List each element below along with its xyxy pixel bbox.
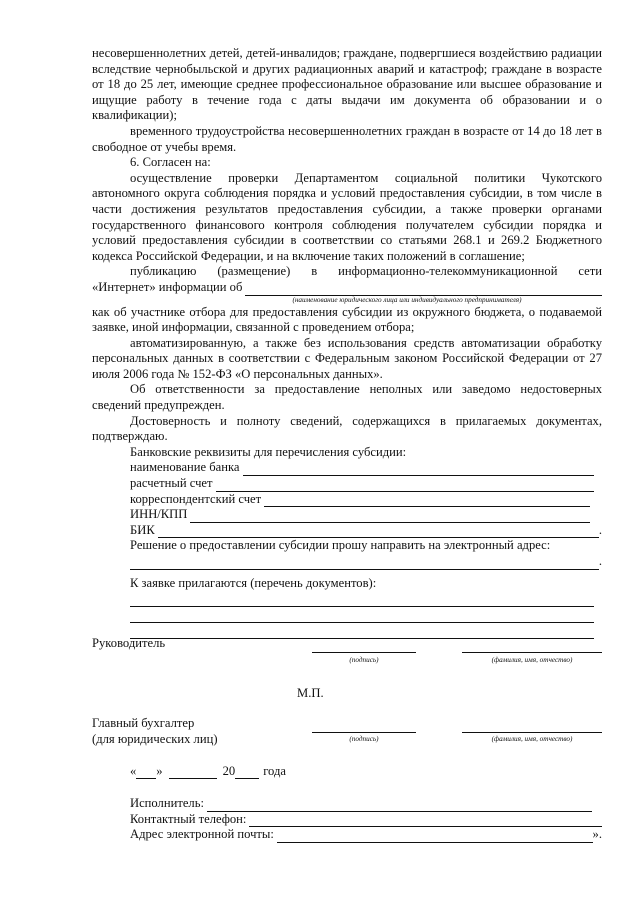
bik-label: БИК (130, 522, 155, 537)
bik-period: . (598, 522, 602, 537)
stamp-placeholder: М.П. (297, 686, 324, 700)
paragraph-participant: как об участнике отбора для предоставления субсидии из окружного бюджета, о подаваемой заявке, иной информации, связанной с проведением отбора; (92, 304, 602, 335)
date-century: 20 (222, 764, 236, 778)
bik-row (130, 523, 602, 539)
attachments-line-3[interactable] (130, 623, 594, 639)
bank-name-field[interactable] (243, 463, 594, 476)
decision-period: . (598, 554, 602, 568)
date-line (130, 764, 286, 779)
date-open-quote: « (130, 764, 137, 778)
head-signature-field[interactable] (312, 640, 416, 653)
executor-row (130, 796, 592, 812)
email-label: Адрес электронной почты: (130, 827, 274, 842)
inn-kpp-field[interactable] (190, 510, 590, 523)
email-end: ». (592, 827, 602, 842)
email-row (130, 827, 602, 843)
date-month-field[interactable] (169, 766, 217, 779)
date-year-field[interactable] (235, 766, 259, 779)
entity-name-field[interactable] (245, 283, 602, 296)
head-signature-caption: (подпись) (349, 656, 379, 664)
publication-entity-row (92, 280, 602, 296)
executor-label: Исполнитель: (130, 796, 204, 810)
bank-details-heading: Банковские реквизиты для перечисления субсидии: (130, 444, 407, 459)
attachments-heading: К заявке прилагаются (перечень документов): (130, 575, 377, 590)
inn-kpp-label: ИНН/КПП (130, 507, 188, 522)
phone-row (130, 812, 602, 828)
publication-label: «Интернет» информации об (92, 279, 243, 294)
paragraph-consent-publication-line1: публикацию (размещение) в информационно-телекоммуникационной сети (130, 264, 602, 279)
bank-name-row (130, 460, 594, 476)
accountant-name-field[interactable] (462, 720, 602, 733)
phone-label: Контактный телефон: (130, 811, 247, 826)
account-row (130, 476, 594, 492)
head-name-caption: (фамилия, имя, отчество) (491, 656, 573, 664)
paragraph-personal-data: автоматизированную, а также без использования средств автоматизации обработку персональных данных в соответствии с Федеральным законом Российской Федерации от 27 июля 2006 года № 152-ФЗ «О персональных данных». (92, 335, 602, 381)
email-field[interactable] (277, 830, 593, 843)
decision-email-field[interactable] (130, 557, 599, 570)
head-name-field[interactable] (462, 640, 602, 653)
executor-field[interactable] (207, 799, 592, 812)
paragraph-responsibility: Об ответственности за предоставление неполных или заведомо недостоверных сведений предупрежден. (92, 382, 602, 413)
date-year-word: года (263, 764, 286, 778)
accountant-title: Главный бухгалтер (92, 716, 195, 730)
account-label: расчетный счет (130, 476, 213, 491)
entity-name-caption: (наименование юридического лица или индивидуального предпринимателя) (292, 295, 522, 304)
date-day-field[interactable] (136, 766, 156, 779)
account-field[interactable] (216, 479, 594, 492)
head-label: Руководитель (92, 636, 166, 650)
phone-field[interactable] (249, 814, 602, 827)
accountant-name-caption: (фамилия, имя, отчество) (491, 735, 573, 743)
attachments-line-1[interactable] (130, 591, 594, 607)
accountant-label (92, 716, 218, 747)
decision-email-row (130, 554, 602, 570)
corr-account-row (130, 492, 590, 508)
accountant-signature-caption: (подпись) (349, 735, 379, 743)
inn-kpp-row (130, 507, 590, 523)
bank-details-section (130, 445, 602, 639)
paragraph-accuracy: Достоверность и полноту сведений, содержащихся в прилагаемых документах, подтверждаю. (92, 413, 602, 444)
paragraph-consent-heading: 6. Согласен на: (130, 155, 211, 170)
accountant-note: (для юридических лиц) (92, 731, 218, 746)
document-page (92, 46, 602, 639)
paragraph-temporary-employment: временного трудоустройства несовершеннолетних граждан в возрасте от 14 до 18 лет в свободное от учебы время. (92, 123, 602, 154)
corr-account-label: корреспондентский счет (130, 491, 262, 506)
accountant-signature-field[interactable] (312, 720, 416, 733)
paragraph-consent-inspection: осуществление проверки Департаментом социальной политики Чукотского автономного округа соблюдения порядка и условий предоставления субсидии, в том числе в части достижения результатов предоставления субсидии, а также проверки органами государственного финансового контроля соблюдения получателем субсидии порядка и условий предоставления субсидии в соответствии со статьями 268.1 и 269.2 Бюджетного кодекса Российской Федерации, и на включение таких положений в соглашение; (92, 170, 602, 263)
paragraph-categories-continued: несовершеннолетних детей, детей-инвалидов; граждане, подвергшиеся воздействию радиации вследствие чернобыльской и других радиационных аварий и катастроф; граждане в возрасте от 18 до 25 лет, имеющие среднее профессиональное образование или высшее образование и ищущие работу в течение года с даты выдачи им документа об образовании и о квалификации); (92, 46, 602, 123)
date-close-quote: » (156, 764, 163, 778)
corr-account-field[interactable] (264, 494, 590, 507)
bank-name-label: наименование банка (130, 460, 240, 475)
bik-field[interactable] (158, 525, 599, 538)
contacts-section (130, 796, 602, 843)
attachments-line-2[interactable] (130, 607, 594, 623)
decision-text: Решение о предоставлении субсидии прошу направить на электронный адрес: (130, 538, 551, 553)
